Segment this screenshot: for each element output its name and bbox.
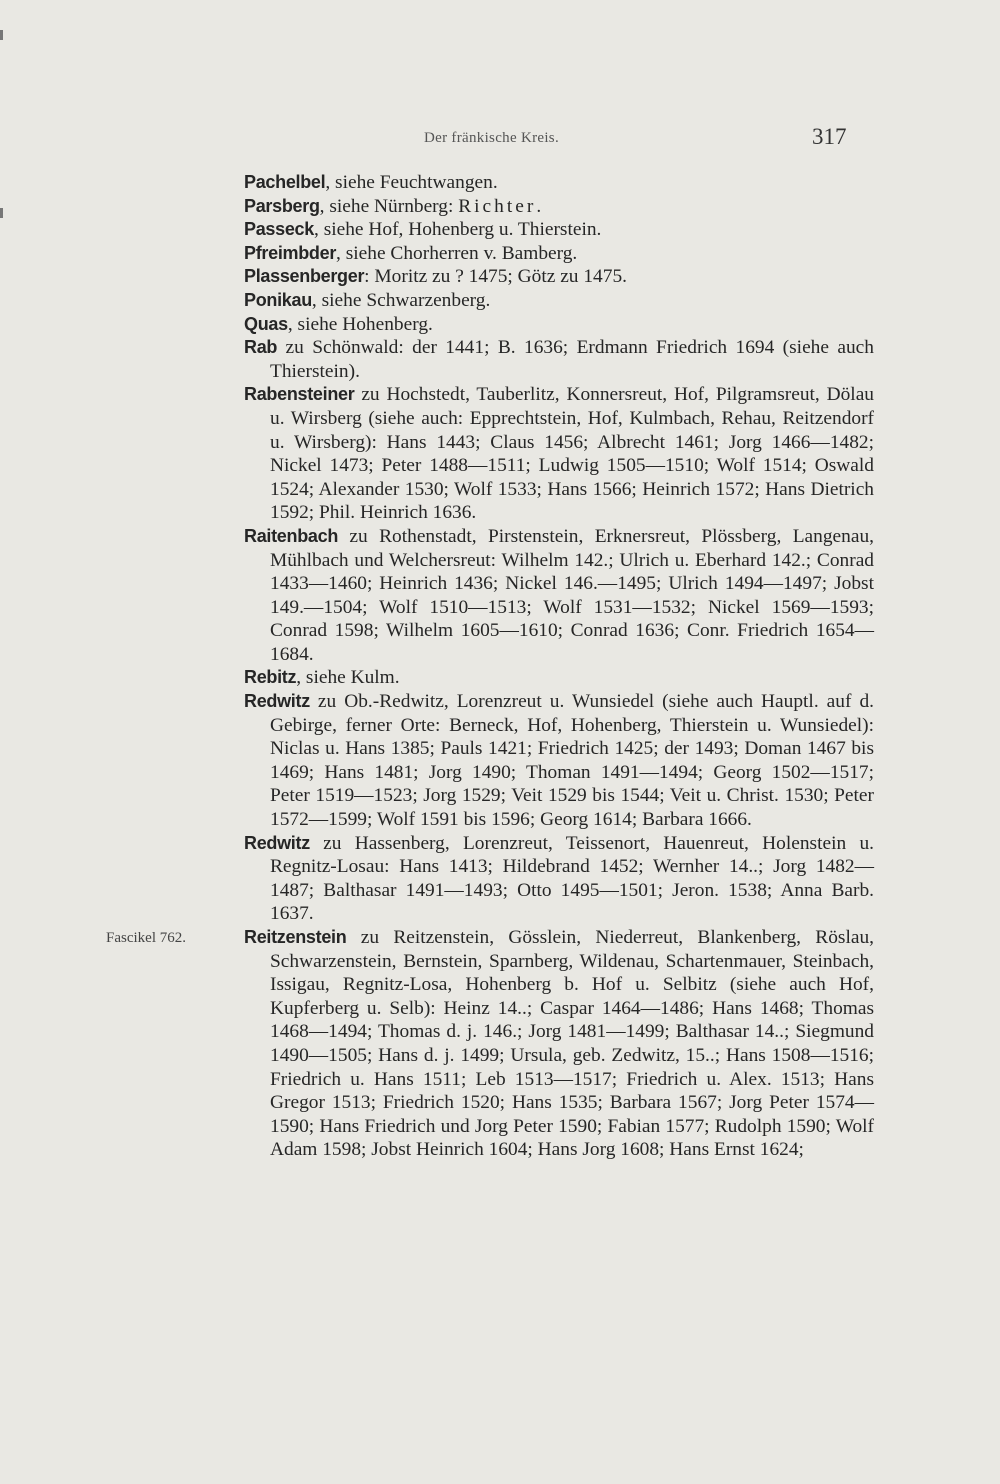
- name-separator: [338, 526, 349, 547]
- family-name: Ponikau: [244, 289, 312, 310]
- entry-text: zu Rothenstadt, Pirstenstein, Erknersreut, Plössberg, Langenau, Mühlbach und Welchersreut: Wilhelm 142.; Ulrich u. Eberhard 142.; Conrad 1433—1460; Heinrich 1436; Nickel 146.—1495; Ulrich 1494—1497; Jobst 149.—1504; Wolf 1510—1513; Wolf 1531—1532; Nickel 1569—1593; Conrad 1598; Wilhelm 1605—1610; Conrad 1636; Conr. Friedrich 1654—1684.: [270, 525, 874, 665]
- family-name: Plassenberger: [244, 266, 365, 287]
- page-number: 317: [812, 124, 847, 149]
- entry-text: siehe Hof, Hohenberg u. Thierstein.: [323, 219, 602, 241]
- entry-text: zu Ob.-Redwitz, Lorenzreut u. Wunsiedel (siehe auch Hauptl. auf d. Gebirge, ferner Orte: Berneck, Hof, Hohenberg, Thierstein u. Wunsiedel): Niclas u. Hans 1385; Pauls 1421; Friedrich 1425; der 1493; Doman 1467 bis 1469; Hans 1481; Jorg 1490; Thoman 1491—1494; Georg 1502—1517; Peter 1519—1523; Jorg 1529; Veit 1529 bis 1544; Veit u. Christ. 1530; Peter 1572—1599; Wolf 1591 bis 1596; Georg 1614; Barbara 1666.: [270, 691, 874, 831]
- entry-text: siehe Chorherren v. Bamberg.: [345, 242, 578, 264]
- name-separator: ,: [325, 172, 336, 193]
- entry-text: siehe Schwarzenberg.: [321, 289, 491, 311]
- name-separator: [346, 927, 360, 948]
- entry-text: Moritz zu ? 1475; Götz zu 1475.: [374, 266, 627, 288]
- register-entry: [106, 926, 874, 1162]
- name-separator: ,: [287, 313, 298, 335]
- family-name: Reitzenstein: [244, 927, 347, 947]
- name-separator: [277, 337, 285, 358]
- register-entry: [244, 218, 874, 242]
- page-edge-mark: [0, 208, 3, 218]
- register-entry: [244, 666, 874, 690]
- name-separator: ,: [336, 242, 346, 264]
- entry-text: zu Schönwald: der 1441; B. 1636; Erdmann Friedrich 1694 (siehe auch Thierstein).: [270, 337, 874, 382]
- family-name: Parsberg: [244, 195, 320, 216]
- register-entry: [244, 832, 874, 926]
- register-entry: [244, 690, 874, 832]
- family-name: Passeck: [244, 219, 314, 240]
- register-entry: [244, 195, 874, 219]
- entry-text: zu Reitzenstein, Gösslein, Niederreut, Blankenberg, Röslau, Schwarzenstein, Bernstein, Sparnberg, Wildenau, Schartenmauer, Steinbach, Issigau, Regnitz-Losa, Hohenberg b. Hof u. Selbitz (siehe auch Hof, Kupferberg u. Selb): Heinz 14..; Caspar 1464—1486; Hans 1468; Thomas 1468—1494; Thomas d. j. 146.; Jorg 1481—1499; Balthasar 14..; Siegmund 1490—1505; Hans d. j. 1499; Ursula, geb. Zedwitz, 15..; Hans 1508—1516; Friedrich u. Hans 1511; Leb 1513—1517; Friedrich u. Alex. 1513; Hans Gregor 1513; Friedrich 1520; Hans 1535; Barbara 1567; Jorg Peter 1574—1590; Hans Friedrich und Jorg Peter 1590; Fabian 1577; Rudolph 1590; Wolf Adam 1598; Jobst Heinrich 1604; Hans Jorg 1608; Hans Ernst 1624;: [270, 927, 874, 1161]
- register-entry: [244, 289, 874, 313]
- name-separator: ,: [313, 219, 324, 241]
- name-separator: ,: [296, 667, 306, 689]
- family-name: Raitenbach: [244, 525, 339, 546]
- register-entry: [244, 383, 874, 525]
- register-entry: [244, 242, 874, 266]
- entry-text: zu Hochstedt, Tauberlitz, Konnersreut, Hof, Pilgramsreut, Dölau u. Wirsberg (siehe auch: Epprechtstein, Hof, Kulmbach, Rehau, Reitzendorf u. Wirsberg): Hans 1443; Claus 1456; Albrecht 1461; Jorg 1466—1482; Nickel 1473; Peter 1488—1511; Ludwig 1505—1510; Wolf 1514; Oswald 1524; Alexander 1530; Wolf 1533; Hans 1566; Heinrich 1572; Hans Dietrich 1592; Phil. Heinrich 1636.: [270, 384, 874, 524]
- entry-text: siehe Kulm.: [305, 667, 400, 689]
- family-name: Pfreimbder: [244, 242, 337, 263]
- register-entry: [244, 171, 874, 195]
- name-separator: :: [364, 266, 375, 288]
- name-separator: ,: [319, 195, 330, 217]
- margin-note: Fascikel 762.: [106, 930, 186, 946]
- spaced-reference: Richter: [458, 195, 537, 217]
- entry-text: siehe Hohenberg.: [297, 313, 433, 335]
- register-entries: [106, 171, 874, 1162]
- entry-text: siehe Feuchtwangen.: [335, 172, 498, 193]
- family-name: Pachelbel: [244, 172, 326, 192]
- family-name: Rab: [244, 337, 278, 358]
- register-entry: [244, 313, 874, 337]
- register-entry: [244, 336, 874, 383]
- name-separator: ,: [311, 289, 322, 311]
- register-entry: [244, 525, 874, 667]
- name-separator: [310, 833, 323, 854]
- page-edge-mark: [0, 30, 3, 40]
- entry-text-tail: .: [536, 195, 542, 217]
- entry-text: zu Hassenberg, Lorenzreut, Teissenort, Hauenreut, Holenstein u. Regnitz-Losau: Hans 1413; Hildebrand 1452; Wernher 14..; Jorg 1482—1487; Balthasar 1491—1493; Otto 1495—1501; Jeron. 1538; Anna Barb. 1637.: [270, 832, 874, 925]
- family-name: Quas: [244, 313, 288, 334]
- running-head-title: Der fränkische Kreis.: [424, 130, 559, 146]
- entry-text: siehe Nürnberg:: [329, 195, 459, 217]
- register-entry: [244, 265, 874, 289]
- running-head: [0, 124, 1000, 154]
- family-name: Rabensteiner: [244, 384, 355, 405]
- family-name: Rebitz: [244, 667, 297, 688]
- family-name: Redwitz: [244, 691, 310, 712]
- family-name: Redwitz: [244, 832, 310, 853]
- name-separator: [310, 691, 318, 712]
